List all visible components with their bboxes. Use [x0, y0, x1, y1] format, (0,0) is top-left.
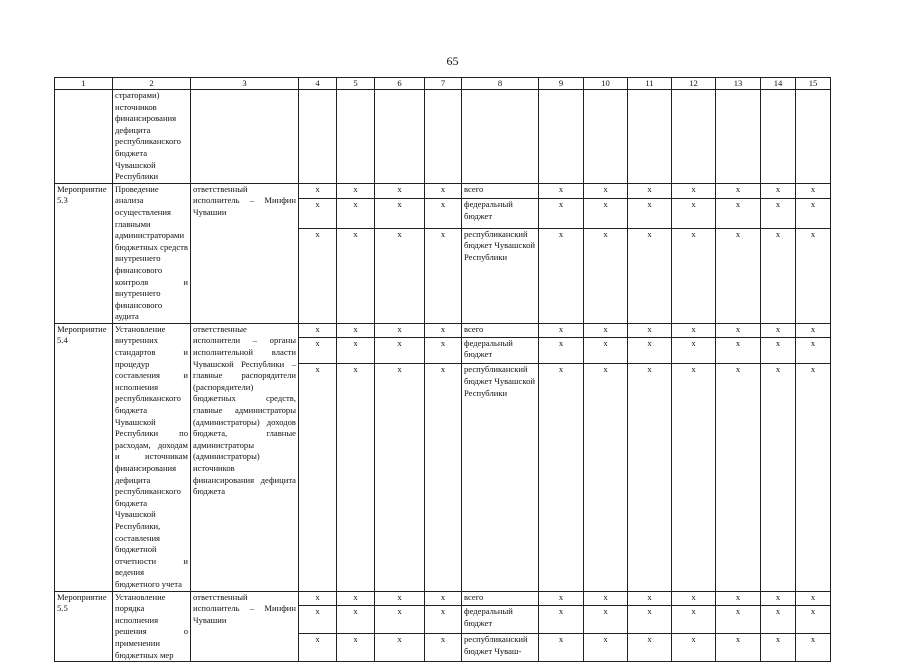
value-cell: x — [716, 183, 761, 198]
value-cell: x — [584, 337, 628, 364]
value-cell: x — [628, 364, 672, 591]
value-cell: x — [761, 364, 796, 591]
value-cell: x — [716, 323, 761, 337]
value-cell: x — [672, 591, 716, 606]
column-numbers-row — [55, 78, 831, 90]
value-cell: x — [672, 183, 716, 198]
funding-row — [55, 183, 831, 198]
funding-source: всего — [462, 183, 539, 198]
col-number: 10 — [584, 78, 628, 90]
value-cell: x — [337, 606, 375, 634]
value-cell: x — [761, 606, 796, 634]
value-cell: x — [337, 364, 375, 591]
value-cell: x — [425, 591, 462, 606]
value-cell: x — [375, 199, 425, 229]
activity-name: Проведение анализа осуществления главными администраторами бюджетных средств внутреннего финансового контроля и внутреннего финансового аудита — [113, 183, 191, 323]
value-cell: x — [628, 228, 672, 323]
value-cell: x — [716, 199, 761, 229]
value-cell: x — [584, 634, 628, 662]
value-cell: x — [299, 591, 337, 606]
value-cell: x — [672, 634, 716, 662]
value-cell: x — [761, 183, 796, 198]
value-cell: x — [337, 591, 375, 606]
value-cell: x — [716, 606, 761, 634]
value-cell: x — [584, 591, 628, 606]
value-cell: x — [672, 364, 716, 591]
value-cell: x — [584, 364, 628, 591]
value-cell: x — [584, 183, 628, 198]
value-cell: x — [796, 323, 831, 337]
value-cell: x — [628, 199, 672, 229]
value-cell: x — [796, 199, 831, 229]
value-cell: x — [716, 337, 761, 364]
value-cell: x — [425, 323, 462, 337]
value-cell: x — [425, 228, 462, 323]
col-number: 15 — [796, 78, 831, 90]
value-cell: x — [716, 591, 761, 606]
value-cell: x — [375, 634, 425, 662]
value-cell: x — [796, 183, 831, 198]
value-cell: x — [672, 199, 716, 229]
funding-source: всего — [462, 591, 539, 606]
value-cell: x — [584, 228, 628, 323]
value-cell: x — [337, 183, 375, 198]
value-cell: x — [375, 337, 425, 364]
value-cell: x — [299, 183, 337, 198]
value-cell: x — [375, 228, 425, 323]
value-cell: x — [425, 364, 462, 591]
activity-name: Установление внутренних стандартов и процедур составления и исполнения республиканского бюджета Чувашской Республики по расходам, доходам и источникам финансирования дефицита республиканского бюджета Чувашской Республики, составления бюджетной отчетности и ведения бюджетного учета — [113, 323, 191, 591]
value-cell: x — [375, 591, 425, 606]
activities-table — [54, 77, 831, 662]
value-cell: x — [761, 337, 796, 364]
value-cell: x — [761, 228, 796, 323]
col-number: 7 — [425, 78, 462, 90]
value-cell: x — [425, 183, 462, 198]
col-number: 13 — [716, 78, 761, 90]
value-cell: x — [299, 634, 337, 662]
value-cell: x — [761, 199, 796, 229]
value-cell: x — [539, 199, 584, 229]
value-cell: x — [628, 591, 672, 606]
col-number: 5 — [337, 78, 375, 90]
value-cell: x — [761, 323, 796, 337]
col-number: 2 — [113, 78, 191, 90]
value-cell: x — [425, 634, 462, 662]
value-cell: x — [375, 606, 425, 634]
value-cell: x — [539, 228, 584, 323]
value-cell: x — [796, 337, 831, 364]
funding-row — [55, 591, 831, 606]
value-cell: x — [299, 228, 337, 323]
col-number: 9 — [539, 78, 584, 90]
value-cell: x — [672, 228, 716, 323]
col-number: 8 — [462, 78, 539, 90]
activity-code: Мероприятие 5.4 — [55, 323, 113, 591]
activity-executor: ответственный исполнитель – Минфин Чувашии — [191, 591, 299, 662]
value-cell: x — [796, 606, 831, 634]
value-cell: x — [716, 634, 761, 662]
value-cell: x — [425, 337, 462, 364]
value-cell: x — [628, 337, 672, 364]
value-cell: x — [539, 337, 584, 364]
funding-source: республиканский бюджет Чувашской Республики — [462, 364, 539, 591]
value-cell: x — [796, 591, 831, 606]
value-cell: x — [628, 606, 672, 634]
value-cell: x — [299, 337, 337, 364]
funding-source: республиканский бюджет Чуваш- — [462, 634, 539, 662]
value-cell: x — [375, 183, 425, 198]
col-number: 12 — [672, 78, 716, 90]
value-cell: x — [628, 634, 672, 662]
col-number: 1 — [55, 78, 113, 90]
activity-code: Мероприятие 5.5 — [55, 591, 113, 662]
value-cell: x — [796, 634, 831, 662]
value-cell: x — [761, 634, 796, 662]
activity-executor: ответственный исполнитель – Минфин Чувашии — [191, 183, 299, 323]
value-cell: x — [337, 323, 375, 337]
value-cell: x — [628, 323, 672, 337]
value-cell: x — [761, 591, 796, 606]
continuation-row — [55, 90, 831, 184]
funding-source: всего — [462, 323, 539, 337]
activity-code: Мероприятие 5.3 — [55, 183, 113, 323]
value-cell: x — [337, 634, 375, 662]
value-cell: x — [299, 364, 337, 591]
value-cell: x — [539, 606, 584, 634]
value-cell: x — [539, 183, 584, 198]
value-cell: x — [425, 199, 462, 229]
value-cell: x — [425, 606, 462, 634]
funding-source: федеральный бюджет — [462, 606, 539, 634]
value-cell: x — [672, 323, 716, 337]
col-number: 3 — [191, 78, 299, 90]
value-cell: x — [375, 364, 425, 591]
value-cell: x — [672, 337, 716, 364]
continuation-text: страторами) источников финансирования дефицита республиканского бюджета Чувашской Республики — [113, 90, 191, 184]
value-cell: x — [716, 228, 761, 323]
value-cell: x — [796, 364, 831, 591]
value-cell: x — [337, 337, 375, 364]
value-cell: x — [539, 364, 584, 591]
value-cell: x — [337, 199, 375, 229]
value-cell: x — [672, 606, 716, 634]
value-cell: x — [539, 634, 584, 662]
funding-source: федеральный бюджет — [462, 199, 539, 229]
value-cell: x — [584, 199, 628, 229]
page-number: 65 — [446, 54, 459, 68]
value-cell: x — [299, 199, 337, 229]
value-cell: x — [584, 606, 628, 634]
value-cell: x — [539, 591, 584, 606]
funding-source: республиканский бюджет Чувашской Республики — [462, 228, 539, 323]
value-cell: x — [628, 183, 672, 198]
activity-name: Установление порядка исполнения решения о применении бюджетных мер — [113, 591, 191, 662]
funding-source: федеральный бюджет — [462, 337, 539, 364]
value-cell: x — [337, 228, 375, 323]
col-number: 11 — [628, 78, 672, 90]
activity-executor: ответственные исполнители – органы исполнительной власти Чувашской Республики – главные распорядители (распорядители) бюджетных средств, главные администраторы (администраторы) доходов бюджета, главные администраторы (администраторы) источников финансирования дефицита бюджета — [191, 323, 299, 591]
value-cell: x — [375, 323, 425, 337]
value-cell: x — [299, 323, 337, 337]
col-number: 6 — [375, 78, 425, 90]
value-cell: x — [299, 606, 337, 634]
funding-row — [55, 323, 831, 337]
value-cell: x — [716, 364, 761, 591]
col-number: 14 — [761, 78, 796, 90]
value-cell: x — [584, 323, 628, 337]
col-number: 4 — [299, 78, 337, 90]
value-cell: x — [539, 323, 584, 337]
value-cell: x — [796, 228, 831, 323]
